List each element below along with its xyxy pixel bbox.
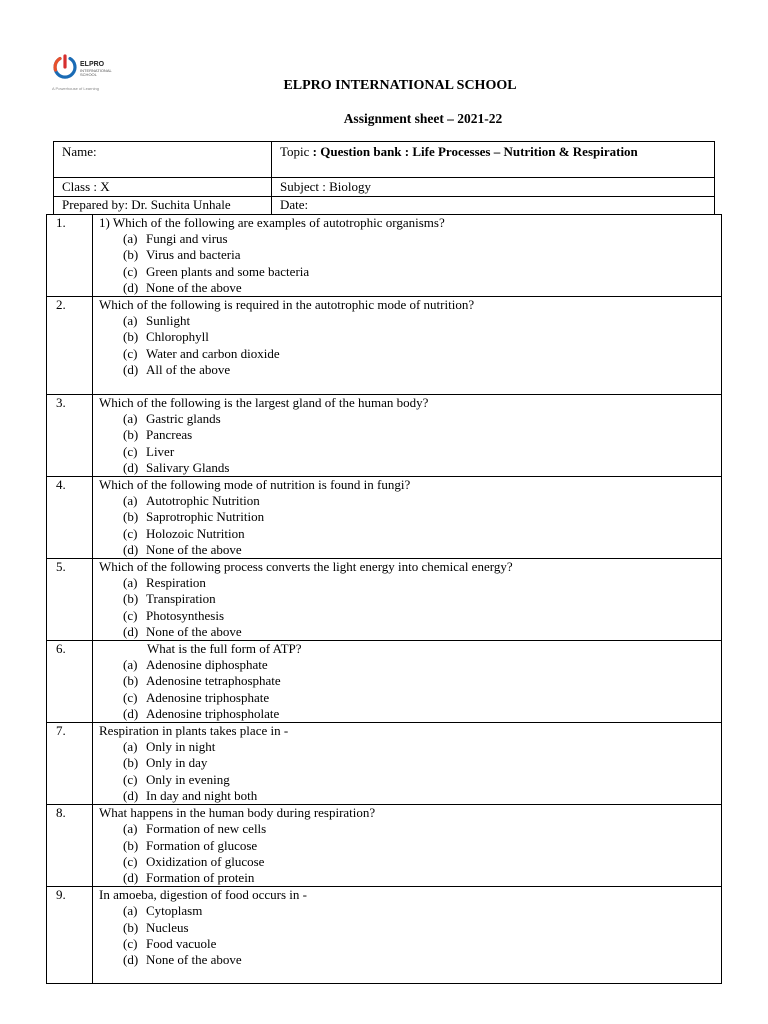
name-cell: Name:	[54, 142, 272, 178]
option-label: (b)	[123, 427, 139, 443]
question-body	[93, 559, 722, 641]
option-item	[99, 821, 721, 837]
option-label: (a)	[123, 575, 138, 591]
question-row	[47, 559, 722, 641]
option-text: Fungi and virus	[146, 231, 228, 247]
option-text: Autotrophic Nutrition	[146, 493, 260, 509]
option-item	[99, 575, 721, 591]
option-label: (c)	[123, 345, 138, 361]
topic-value: : Question bank : Life Processes – Nutrition & Respiration	[312, 144, 638, 159]
option-label: (d)	[123, 869, 139, 885]
option-item	[99, 870, 721, 886]
option-item	[99, 903, 721, 919]
option-label: (d)	[123, 541, 139, 557]
logo-brand: ELPRO	[80, 61, 105, 68]
question-text: Which of the following mode of nutrition is found in fungi?	[99, 477, 411, 493]
question-body	[93, 297, 722, 395]
question-number: 8.	[47, 805, 93, 887]
option-item	[99, 280, 721, 296]
option-item	[99, 591, 721, 607]
option-text: Only in night	[146, 739, 216, 755]
date-cell: Date:	[272, 197, 715, 215]
option-item	[99, 952, 721, 968]
question-row	[47, 805, 722, 887]
option-item	[99, 936, 721, 952]
option-label: (c)	[123, 607, 138, 623]
option-label: (d)	[123, 623, 139, 639]
option-text: Pancreas	[146, 427, 193, 443]
question-number: 1.	[47, 215, 93, 297]
option-text: Only in day	[146, 755, 208, 771]
option-label: (b)	[123, 837, 139, 853]
topic-prefix: Topic	[280, 144, 313, 159]
question-number: 3.	[47, 395, 93, 477]
option-item	[99, 706, 721, 722]
option-text: Adenosine triphosphate	[146, 689, 270, 705]
option-item	[99, 313, 721, 329]
option-text: In day and night both	[146, 787, 258, 803]
question-text: Which of the following is required in the autotrophic mode of nutrition?	[99, 297, 475, 313]
question-text: In amoeba, digestion of food occurs in -	[99, 887, 307, 903]
option-item	[99, 264, 721, 280]
option-item	[99, 608, 721, 624]
option-label: (b)	[123, 329, 139, 345]
option-label: (a)	[123, 411, 138, 427]
question-row	[47, 723, 722, 805]
option-item	[99, 362, 721, 378]
question-text: Which of the following is the largest gland of the human body?	[99, 395, 429, 411]
option-text: Holozoic Nutrition	[146, 525, 245, 541]
option-item	[99, 427, 721, 443]
topic-cell	[272, 142, 715, 178]
option-item	[99, 346, 721, 362]
class-cell: Class : X	[54, 178, 272, 197]
option-item	[99, 624, 721, 640]
question-row	[47, 477, 722, 559]
option-label: (a)	[123, 493, 138, 509]
option-label: (b)	[123, 919, 139, 935]
question-body	[93, 395, 722, 477]
option-text: Green plants and some bacteria	[146, 263, 310, 279]
question-body	[93, 805, 722, 887]
option-item	[99, 838, 721, 854]
question-table	[46, 214, 722, 984]
question-body	[93, 215, 722, 297]
option-label: (c)	[123, 771, 138, 787]
option-text: Sunlight	[146, 313, 191, 329]
option-text: Saprotrophic Nutrition	[146, 509, 265, 525]
option-item	[99, 460, 721, 476]
option-label: (c)	[123, 263, 138, 279]
option-item	[99, 739, 721, 755]
question-text: Respiration in plants takes place in -	[99, 723, 289, 739]
option-item	[99, 247, 721, 263]
option-item	[99, 542, 721, 558]
option-label: (a)	[123, 739, 138, 755]
option-item	[99, 509, 721, 525]
option-label: (d)	[123, 361, 139, 377]
option-label: (b)	[123, 755, 139, 771]
school-name: ELPRO INTERNATIONAL SCHOOL	[283, 78, 517, 93]
option-text: Adenosine diphosphate	[146, 657, 268, 673]
option-item	[99, 329, 721, 345]
option-label: (a)	[123, 231, 138, 247]
option-label: (c)	[123, 525, 138, 541]
option-item	[99, 673, 721, 689]
question-number: 9.	[47, 887, 93, 984]
option-text: Gastric glands	[146, 411, 221, 427]
question-body	[93, 887, 722, 984]
option-text: Food vacuole	[146, 935, 217, 951]
question-text: What happens in the human body during respiration?	[99, 805, 376, 821]
option-text: Water and carbon dioxide	[146, 345, 280, 361]
option-text: Formation of new cells	[146, 821, 267, 837]
option-text: Formation of glucose	[146, 837, 258, 853]
question-row	[47, 395, 722, 477]
option-label: (b)	[123, 509, 139, 525]
question-text: What is the full form of ATP?	[147, 641, 302, 657]
option-label: (d)	[123, 279, 139, 295]
question-body	[93, 477, 722, 559]
option-text: Chlorophyll	[146, 329, 209, 345]
option-text: Adenosine triphospholate	[146, 705, 280, 721]
option-text: None of the above	[146, 279, 242, 295]
question-body	[93, 641, 722, 723]
question-body	[93, 723, 722, 805]
option-label: (a)	[123, 821, 138, 837]
option-text: None of the above	[146, 951, 242, 967]
option-item	[99, 411, 721, 427]
option-label: (d)	[123, 459, 139, 475]
option-label: (c)	[123, 689, 138, 705]
logo-brand-sub: INTERNATIONAL SCHOOL	[80, 68, 112, 77]
question-number: 4.	[47, 477, 93, 559]
option-label: (c)	[123, 853, 138, 869]
option-label: (b)	[123, 591, 139, 607]
question-number: 6.	[47, 641, 93, 723]
question-row	[47, 887, 722, 984]
option-text: Only in evening	[146, 771, 230, 787]
option-text: Formation of protein	[146, 869, 255, 885]
option-item	[99, 231, 721, 247]
option-item	[99, 526, 721, 542]
prepared-cell: Prepared by: Dr. Suchita Unhale	[54, 197, 272, 215]
option-item	[99, 788, 721, 804]
question-number: 2.	[47, 297, 93, 395]
option-text: Nucleus	[146, 919, 189, 935]
option-label: (b)	[123, 673, 139, 689]
option-text: None of the above	[146, 541, 242, 557]
option-item	[99, 772, 721, 788]
option-item	[99, 690, 721, 706]
question-number: 5.	[47, 559, 93, 641]
option-text: Liver	[146, 443, 175, 459]
option-label: (b)	[123, 247, 139, 263]
logo-tagline: A Powerhouse of Learning	[52, 86, 99, 91]
option-text: All of the above	[146, 361, 231, 377]
option-label: (d)	[123, 705, 139, 721]
option-label: (d)	[123, 787, 139, 803]
question-text: 1) Which of the following are examples of autotrophic organisms?	[99, 215, 445, 230]
info-table	[53, 141, 715, 215]
option-text: Respiration	[146, 575, 206, 591]
option-text: Adenosine tetraphosphate	[146, 673, 281, 689]
option-text: Transpiration	[146, 591, 216, 607]
option-text: Oxidization of glucose	[146, 853, 265, 869]
option-item	[99, 493, 721, 509]
question-text: Which of the following process converts the light energy into chemical energy?	[99, 559, 513, 575]
elpro-logo-icon	[52, 54, 78, 80]
option-item	[99, 920, 721, 936]
option-label: (c)	[123, 935, 138, 951]
option-label: (a)	[123, 313, 138, 329]
option-label: (d)	[123, 951, 139, 967]
question-row	[47, 215, 722, 297]
option-label: (a)	[123, 903, 138, 919]
option-text: Virus and bacteria	[146, 247, 241, 263]
question-number: 7.	[47, 723, 93, 805]
option-item	[99, 755, 721, 771]
option-text: Salivary Glands	[146, 459, 230, 475]
option-label: (a)	[123, 657, 138, 673]
option-text: Photosynthesis	[146, 607, 225, 623]
option-text: None of the above	[146, 623, 242, 639]
subject-cell: Subject : Biology	[272, 178, 715, 197]
sheet-title: Assignment sheet – 2021-22	[343, 111, 503, 126]
option-item	[99, 444, 721, 460]
option-text: Cytoplasm	[146, 903, 203, 919]
option-item	[99, 854, 721, 870]
question-row	[47, 641, 722, 723]
option-label: (c)	[123, 443, 138, 459]
option-item	[99, 657, 721, 673]
question-row	[47, 297, 722, 395]
